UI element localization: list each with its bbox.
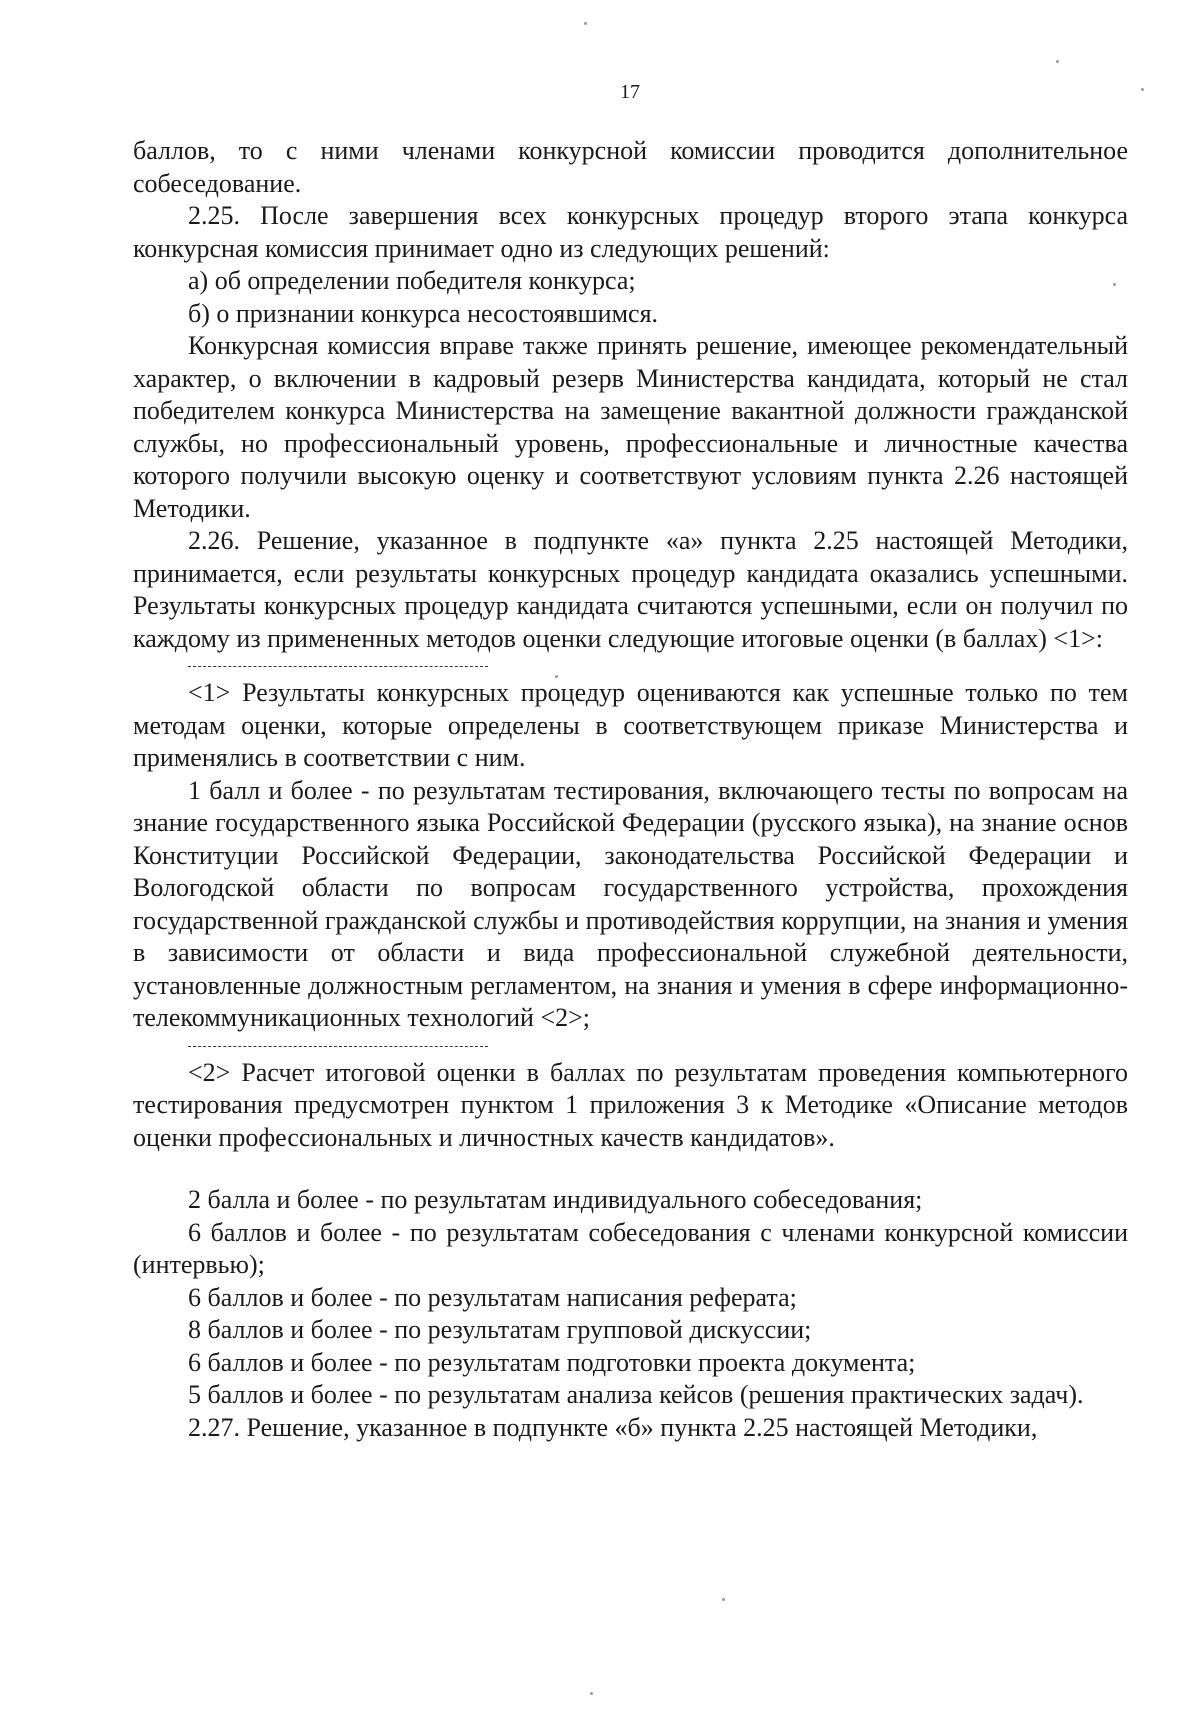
criterion-group-discussion: 8 баллов и более - по результатам групповой дискуссии; (188, 1315, 812, 1344)
document-body (133, 135, 1128, 1444)
paragraph-2-27: 2.27. Решение, указанное в подпункте «б» пункта 2.25 настоящей Методики, (188, 1412, 1038, 1442)
spacer (133, 1154, 1128, 1184)
scan-speck (1056, 60, 1059, 63)
paragraph-continuation: баллов, то с ними членами конкурсной комиссии проводится дополнительное собеседование. (133, 136, 1128, 198)
criterion-essay: 6 баллов и более - по результатам написания реферата; (188, 1282, 797, 1312)
footnote-separator (188, 666, 488, 667)
footnote-1: <1> Результаты конкурсных процедур оцениваются как успешные только по тем методам оценки, которые определены в соответствующем приказе Министерства и применялись в соответствии с ним. (133, 678, 1128, 772)
paragraph-2-26: 2.26. Решение, указанное в подпункте «а» пункта 2.25 настоящей Методики, принимается, если результаты конкурсных процедур кандидата оказались успешными. Результаты конкурсных процедур кандидата считаются успешными, если он получил по каждому из примененных методов оценки следующие итоговые оценки (в баллах) <1>: (133, 526, 1128, 653)
scan-speck (1141, 88, 1144, 91)
criterion-individual-interview: 2 балла и более - по результатам индивидуального собеседования; (188, 1185, 923, 1214)
criterion-case-analysis: 5 баллов и более - по результатам анализа кейсов (решения практических задач). (188, 1380, 1084, 1409)
page-number: 17 (620, 81, 640, 103)
footnote-separator (188, 1046, 488, 1047)
list-item-b: б) о признании конкурса несостоявшимся. (188, 298, 659, 328)
criterion-testing: 1 балл и более - по результатам тестирования, включающего тесты по вопросам на знание государственного языка Российской Федерации (русского языка), на знание основ Конституции Российской Федерации, законодательства Российской Федерации и Вологодской области по вопросам государственного устройства, прохождения государственной гражданской службы и противодействия коррупции, на знания и умения в зависимости от области и вида профессиональной служебной деятельности, установленные должностным регламентом, на знания и умения в сфере информационно-телекоммуникационных технологий <2>; (133, 775, 1128, 1032)
scan-speck (722, 1598, 725, 1601)
scan-speck (584, 22, 587, 25)
criterion-commission-interview: 6 баллов и более - по результатам собеседования с членами конкурсной комиссии (интервью); (133, 1217, 1128, 1279)
list-item-a: а) об определении победителя конкурса; (188, 266, 636, 295)
footnote-2: <2> Расчет итоговой оценки в баллах по результатам проведения компьютерного тестирования предусмотрен пунктом 1 приложения 3 к Методике «Описание методов оценки профессиональных и личностных качеств кандидатов». (133, 1057, 1128, 1152)
criterion-document-draft: 6 баллов и более - по результатам подготовки проекта документа; (188, 1347, 916, 1377)
paragraph-reserve: Конкурсная комиссия вправе также принять решение, имеющее рекомендательный характер, о включении в кадровый резерв Министерства кандидата, который не стал победителем конкурса Министерства на замещение вакантной должности гражданской службы, но профессиональный уровень, профессиональные и личностные качества которого получили высокую оценку и соответствуют условиям пункта 2.26 настоящей Методики. (133, 331, 1128, 523)
scan-speck (590, 1692, 593, 1695)
paragraph-2-25: 2.25. После завершения всех конкурсных процедур второго этапа конкурса конкурсная комиссия принимает одно из следующих решений: (133, 201, 1128, 263)
